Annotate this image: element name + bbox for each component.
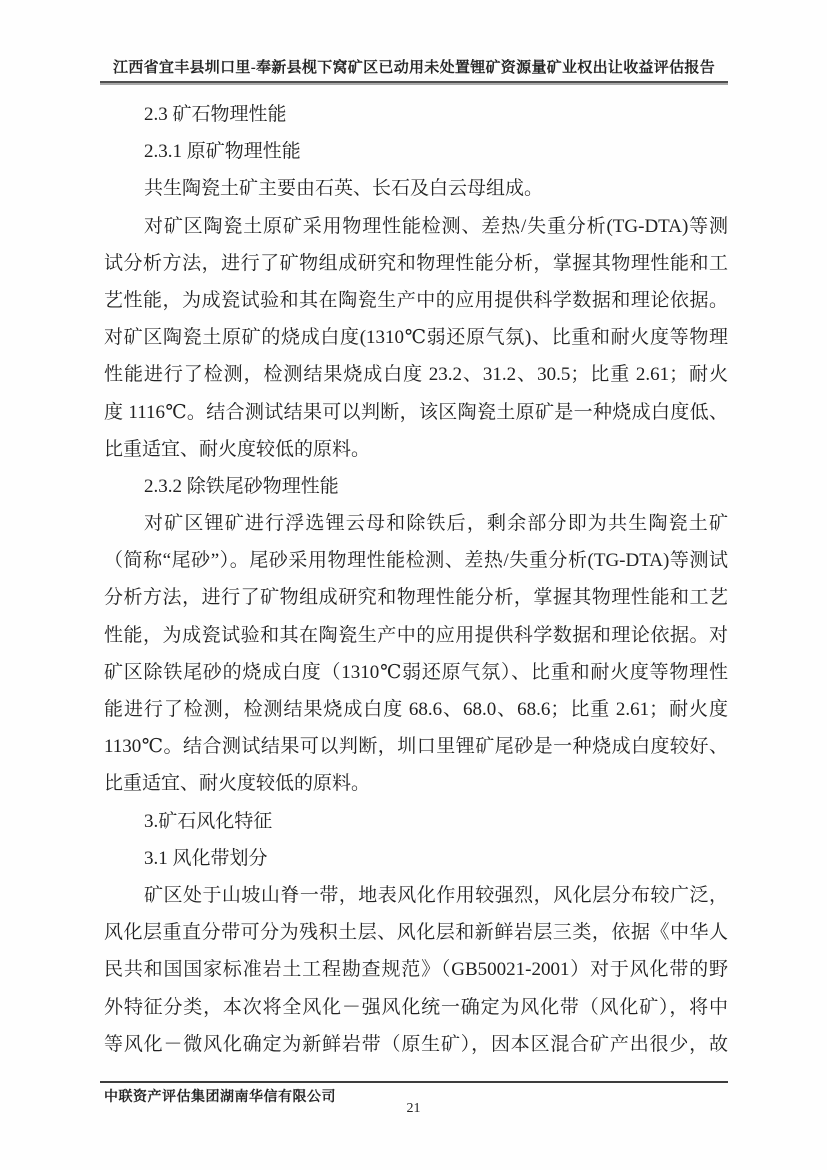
footer-company: 中联资产评估集团湖南华信有限公司 [104, 1090, 336, 1105]
paragraph-line: 外特征分类，本次将全风化－强风化统一确定为风化带（风化矿），将中 [104, 996, 728, 1018]
paragraph-line: 等风化－微风化确定为新鲜岩带（原生矿），因本区混合矿产出很少，故 [104, 1033, 728, 1055]
paragraph-line: 性能进行了检测，检测结果烧成白度 23.2、31.2、30.5；比重 2.61；耐火 [104, 364, 728, 386]
paragraph-line: 风化层重直分带可分为残积土层、风化层和新鲜岩层三类，依据《中华人 [104, 922, 728, 944]
page-header [100, 56, 728, 77]
section-heading: 2.3.2 除铁尾砂物理性能 [144, 475, 339, 497]
paragraph-line: 对矿区陶瓷土原矿的烧成白度(1310℃弱还原气氛)、比重和耐火度等物理 [104, 327, 728, 349]
paragraph-line: 性能，为成瓷试验和其在陶瓷生产中的应用提供科学数据和理论依据。对 [104, 624, 728, 646]
section-heading: 3.1 风化带划分 [144, 847, 268, 869]
section-heading: 2.3.1 原矿物理性能 [144, 141, 301, 163]
header-rule [100, 81, 728, 83]
body-lines [104, 96, 728, 1063]
paragraph-line: 矿区处于山坡山脊一带，地表风化作用较强烈，风化层分布较广泛， [144, 884, 728, 906]
paragraph-line: 1130℃。结合测试结果可以判断，圳口里锂矿尾砂是一种烧成白度较好、 [104, 736, 728, 758]
paragraph-line: 矿区除铁尾砂的烧成白度（1310℃弱还原气氛）、比重和耐火度等物理性 [104, 661, 728, 683]
paragraph-line: （简称“尾砂”）。尾砂采用物理性能检测、差热/失重分析(TG-DTA)等测试 [104, 550, 728, 572]
paragraph-line: 分析方法，进行了矿物组成研究和物理性能分析，掌握其物理性能和工艺 [104, 587, 728, 609]
paragraph-line: 比重适宜、耐火度较低的原料。 [104, 438, 371, 460]
paragraph-line: 能进行了检测，检测结果烧成白度 68.6、68.0、68.6；比重 2.61；耐火度 [104, 699, 728, 720]
paragraph-line: 民共和国国家标准岩土工程勘查规范》（GB50021-2001）对于风化带的野 [104, 959, 728, 981]
paragraph-line: 对矿区锂矿进行浮选锂云母和除铁后，剩余部分即为共生陶瓷土矿 [144, 513, 728, 535]
paragraph-line: 艺性能，为成瓷试验和其在陶瓷生产中的应用提供科学数据和理论依据。 [104, 289, 728, 311]
section-heading: 3.矿石风化特征 [144, 810, 273, 832]
paragraph-line: 试分析方法，进行了矿物组成研究和物理性能分析，掌握其物理性能和工 [104, 252, 728, 274]
page-number: 21 [406, 1101, 421, 1116]
paragraph-line: 共生陶瓷土矿主要由石英、长石及白云母组成。 [144, 178, 544, 200]
paragraph-line: 度 1116℃。结合测试结果可以判断，该区陶瓷土原矿是一种烧成白度低、 [104, 401, 728, 423]
header-title: 江西省宜丰县圳口里-奉新县枧下窝矿区已动用未处置锂矿资源量矿业权出让收益评估报告 [113, 60, 715, 76]
paragraph-line: 比重适宜、耐火度较低的原料。 [104, 773, 371, 795]
section-heading: 2.3 矿石物理性能 [144, 104, 287, 125]
footer-rule [100, 1081, 728, 1083]
page-body [104, 96, 728, 1063]
paragraph-line: 对矿区陶瓷土原矿采用物理性能检测、差热/失重分析(TG-DTA)等测 [144, 215, 728, 237]
